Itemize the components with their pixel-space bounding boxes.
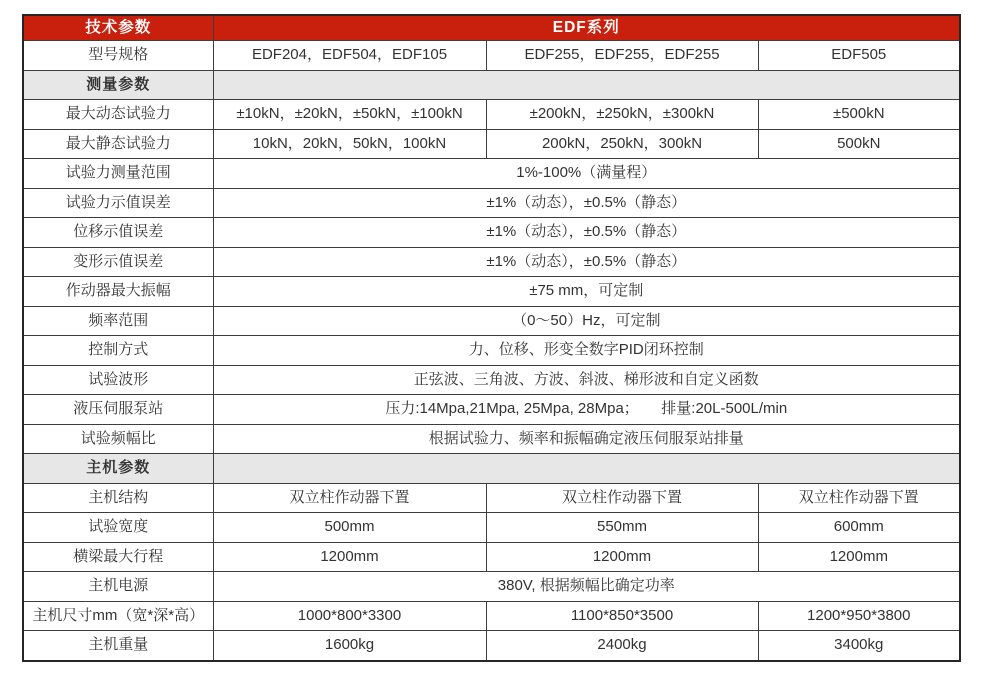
spec-value-cell: ±500kN bbox=[758, 100, 960, 130]
spec-row bbox=[23, 218, 960, 248]
spec-value-cell: 500kN bbox=[758, 129, 960, 159]
spec-row bbox=[23, 424, 960, 454]
row-label: 试验波形 bbox=[23, 365, 213, 395]
section-filler-cell bbox=[213, 70, 960, 100]
spec-value-cell: 3400kg bbox=[758, 631, 960, 661]
spec-row bbox=[23, 395, 960, 425]
spec-value-cell: 1200mm bbox=[758, 542, 960, 572]
spec-row bbox=[23, 631, 960, 661]
row-label: 频率范围 bbox=[23, 306, 213, 336]
row-label: 测量参数 bbox=[23, 70, 213, 100]
spec-value-cell: 600mm bbox=[758, 513, 960, 543]
row-label: 控制方式 bbox=[23, 336, 213, 366]
row-label: 主机尺寸mm（宽*深*高） bbox=[23, 601, 213, 631]
row-label: 变形示值误差 bbox=[23, 247, 213, 277]
spec-value-cell: 1100*850*3500 bbox=[486, 601, 758, 631]
spec-table-body bbox=[23, 41, 960, 661]
spec-merged-value-cell: 380V, 根据频幅比确定功率 bbox=[213, 572, 960, 602]
spec-row bbox=[23, 100, 960, 130]
spec-value-cell: EDF204，EDF504，EDF105 bbox=[213, 41, 486, 71]
spec-value-cell: 双立柱作动器下置 bbox=[213, 483, 486, 513]
spec-value-cell: 1200mm bbox=[213, 542, 486, 572]
spec-row bbox=[23, 483, 960, 513]
spec-row bbox=[23, 572, 960, 602]
spec-row bbox=[23, 129, 960, 159]
row-label: 型号规格 bbox=[23, 41, 213, 71]
header-tech-params: 技术参数 bbox=[23, 15, 213, 41]
spec-value-cell: ±10kN，±20kN，±50kN，±100kN bbox=[213, 100, 486, 130]
spec-row bbox=[23, 542, 960, 572]
row-label: 主机重量 bbox=[23, 631, 213, 661]
spec-value-cell: ±200kN，±250kN，±300kN bbox=[486, 100, 758, 130]
row-label: 最大静态试验力 bbox=[23, 129, 213, 159]
spec-row bbox=[23, 513, 960, 543]
row-label: 试验频幅比 bbox=[23, 424, 213, 454]
spec-merged-value-cell: ±1%（动态），±0.5%（静态） bbox=[213, 247, 960, 277]
spec-value-cell: 1200*950*3800 bbox=[758, 601, 960, 631]
row-label: 主机电源 bbox=[23, 572, 213, 602]
section-filler-cell bbox=[213, 454, 960, 484]
spec-row bbox=[23, 336, 960, 366]
row-label: 试验宽度 bbox=[23, 513, 213, 543]
header-edf-series: EDF系列 bbox=[213, 15, 960, 41]
spec-value-cell: 550mm bbox=[486, 513, 758, 543]
spec-row bbox=[23, 247, 960, 277]
table-header-row bbox=[23, 15, 960, 41]
section-row bbox=[23, 454, 960, 484]
spec-merged-value-cell: 正弦波、三角波、方波、斜波、梯形波和自定义函数 bbox=[213, 365, 960, 395]
spec-merged-value-cell: ±1%（动态），±0.5%（静态） bbox=[213, 188, 960, 218]
row-label: 位移示值误差 bbox=[23, 218, 213, 248]
row-label: 主机参数 bbox=[23, 454, 213, 484]
spec-row bbox=[23, 188, 960, 218]
spec-row bbox=[23, 41, 960, 71]
spec-row bbox=[23, 277, 960, 307]
spec-value-cell: 1600kg bbox=[213, 631, 486, 661]
spec-value-cell: 2400kg bbox=[486, 631, 758, 661]
row-label: 最大动态试验力 bbox=[23, 100, 213, 130]
spec-merged-value-cell: 力、位移、形变全数字PID闭环控制 bbox=[213, 336, 960, 366]
spec-row bbox=[23, 306, 960, 336]
row-label: 主机结构 bbox=[23, 483, 213, 513]
spec-row bbox=[23, 365, 960, 395]
spec-value-cell: 1000*800*3300 bbox=[213, 601, 486, 631]
spec-value-cell: 双立柱作动器下置 bbox=[758, 483, 960, 513]
spec-merged-value-cell: （0～50）Hz，可定制 bbox=[213, 306, 960, 336]
spec-merged-value-cell: 根据试验力、频率和振幅确定液压伺服泵站排量 bbox=[213, 424, 960, 454]
row-label: 液压伺服泵站 bbox=[23, 395, 213, 425]
row-label: 试验力测量范围 bbox=[23, 159, 213, 189]
row-label: 试验力示值误差 bbox=[23, 188, 213, 218]
spec-value-cell: EDF505 bbox=[758, 41, 960, 71]
spec-table bbox=[22, 14, 961, 662]
spec-merged-value-cell: 压力:14Mpa,21Mpa, 25Mpa, 28Mpa； 排量:20L-500L/min bbox=[213, 395, 960, 425]
row-label: 作动器最大振幅 bbox=[23, 277, 213, 307]
spec-value-cell: 500mm bbox=[213, 513, 486, 543]
spec-value-cell: EDF255，EDF255，EDF255 bbox=[486, 41, 758, 71]
row-label: 横梁最大行程 bbox=[23, 542, 213, 572]
spec-merged-value-cell: ±75 mm，可定制 bbox=[213, 277, 960, 307]
spec-row bbox=[23, 601, 960, 631]
spec-value-cell: 1200mm bbox=[486, 542, 758, 572]
spec-value-cell: 200kN，250kN，300kN bbox=[486, 129, 758, 159]
spec-merged-value-cell: ±1%（动态），±0.5%（静态） bbox=[213, 218, 960, 248]
section-row bbox=[23, 70, 960, 100]
spec-row bbox=[23, 159, 960, 189]
spec-merged-value-cell: 1%-100%（满量程） bbox=[213, 159, 960, 189]
spec-value-cell: 10kN，20kN，50kN，100kN bbox=[213, 129, 486, 159]
spec-value-cell: 双立柱作动器下置 bbox=[486, 483, 758, 513]
